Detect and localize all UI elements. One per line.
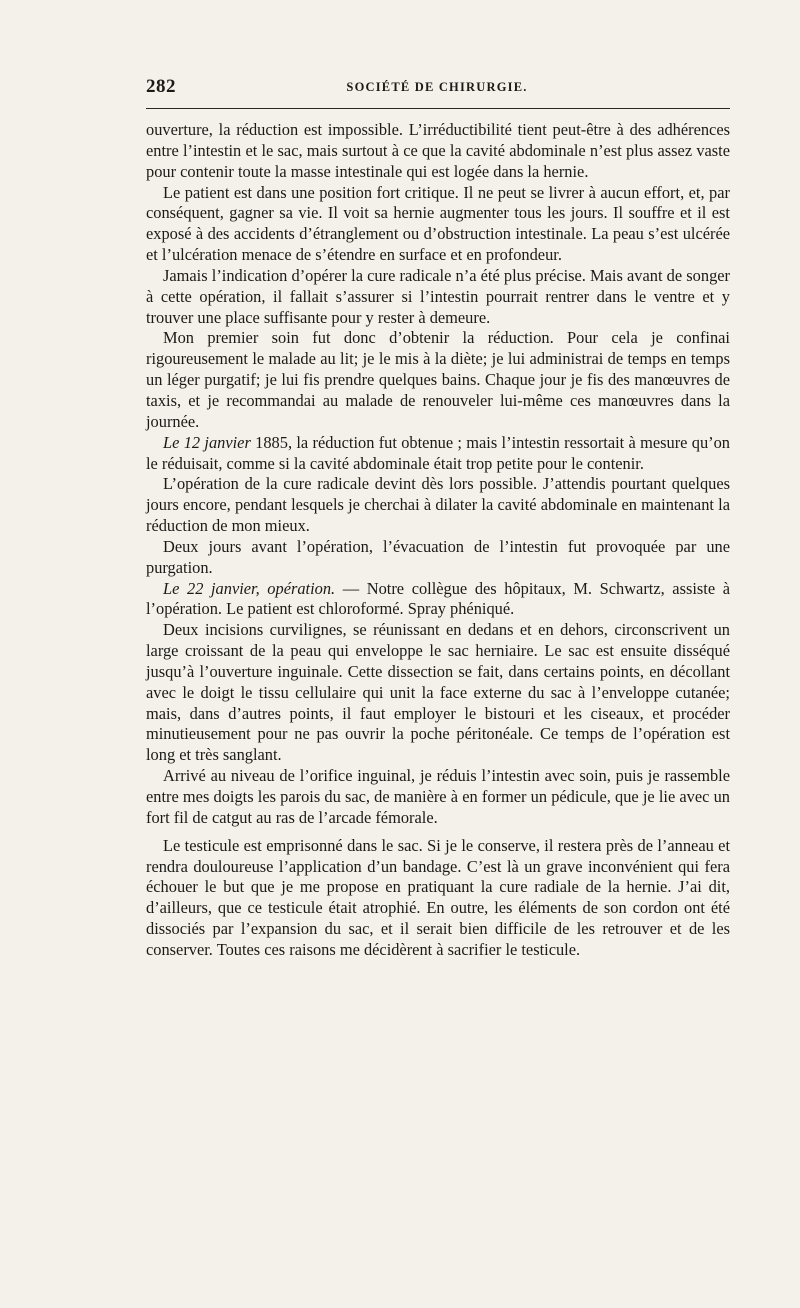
paragraph-5: Le 12 janvier 1885, la réduction fut obtenue ; mais l’intestin ressortait à mesure qu’on le réduisait, comme si la cavité abdominale était trop petite pour le contenir. [146,432,731,473]
paragraph-9: Deux incisions curvilignes, se réunissant en dedans et en dehors, circonscrivent un large croissant de la peau qui enveloppe le sac herniaire. Le sac est ensuite disséqué jusqu’à l’ouverture inguinale. Cette dissection se fait, dans certains points, en décollant avec le doigt le tissu cellulaire qui unit la face externe du sac à l’enveloppe cutanée; mais, dans d’autres points, il faut employer le bistouri et les ciseaux, et procéder minutieusement pour ne pas ouvrir la poche péritonéale. Ce temps de l’opération est long et très sanglant. [146,620,730,765]
page-number: 282 [146,76,176,97]
paragraph-8: Le 22 janvier, opération. — Notre collègue des hôpitaux, M. Schwartz, assiste à l’opération. Le patient est chloroformé. Spray phéniqué. [146,578,730,619]
paragraph-1: ouverture, la réduction est impossible. L’irréductibilité tient peut-être à des adhérences entre l’intestin et le sac, mais surtout à ce que la cavité abdominale n’est plus assez vaste pour contenir toute la masse intestinale qui est logée dans la hernie. [146,120,730,181]
paragraph-7: Deux jours avant l’opération, l’évacuation de l’intestin fut provoquée par une purgation. [146,536,730,577]
running-title: SOCIÉTÉ DE CHIRURGIE. [346,80,528,94]
body-text [146,120,730,961]
date-italic: Le 12 janvier [163,432,251,452]
page-header [146,76,728,100]
header-rule [146,108,730,109]
paragraph-11: Le testicule est emprisonné dans le sac. Si je le conserve, il restera près de l’anneau et rendra douloureuse l’application d’un bandage. C’est là un grave inconvénient qui fera échouer le but que je me propose en pratiquant la cure radiale de la hernie. J’ai dit, d’ailleurs, que ce testicule était atrophié. En outre, les éléments de son cordon ont été dissociés par l’expansion du sac, et il serait bien difficile de les retrouver et de les conserver. Toutes ces raisons me décidèrent à sacrifier le testicule. [146,835,730,959]
paragraph-3: Jamais l’indication d’opérer la cure radicale n’a été plus précise. Mais avant de songer à cette opération, il fallait s’assurer si l’intestin pourrait rentrer dans le ventre et y trouver une place suffisante pour y rester à demeure. [146,265,730,327]
paragraph-6: L’opération de la cure radicale devint dès lors possible. J’attendis pourtant quelques jours encore, pendant lesquels je cherchai à dilater la cavité abdominale en maintenant la réduction de mon mieux. [146,474,730,536]
paragraph-2: Le patient est dans une position fort critique. Il ne peut se livrer à aucun effort, et, par conséquent, gagner sa vie. Il voit sa hernie augmenter tous les jours. Il souffre et il est exposé à des accidents d’étranglement ou d’obstruction intestinale. La peau s’est ulcérée et l’ulcération menace de s’étendre en surface et en profondeur. [146,182,730,265]
paragraph-10: Arrivé au niveau de l’orifice inguinal, je réduis l’intestin avec soin, puis je rassemble entre mes doigts les parois du sac, de manière à en former un pédicule, que je lie avec un fort fil de catgut au ras de l’arcade fémorale. [146,766,730,827]
date-italic: Le 22 janvier, opération. [163,578,336,598]
paragraph-4: Mon premier soin fut donc d’obtenir la réduction. Pour cela je confinai rigoureusement le malade au lit; je le mis à la diète; je lui administrai de temps en temps un léger purgatif; je lui fis prendre quelques bains. Chaque jour je fis des manœuvres de taxis, et je recommandai au malade de renouveler lui-même ces manœuvres dans la journée. [146,328,730,431]
